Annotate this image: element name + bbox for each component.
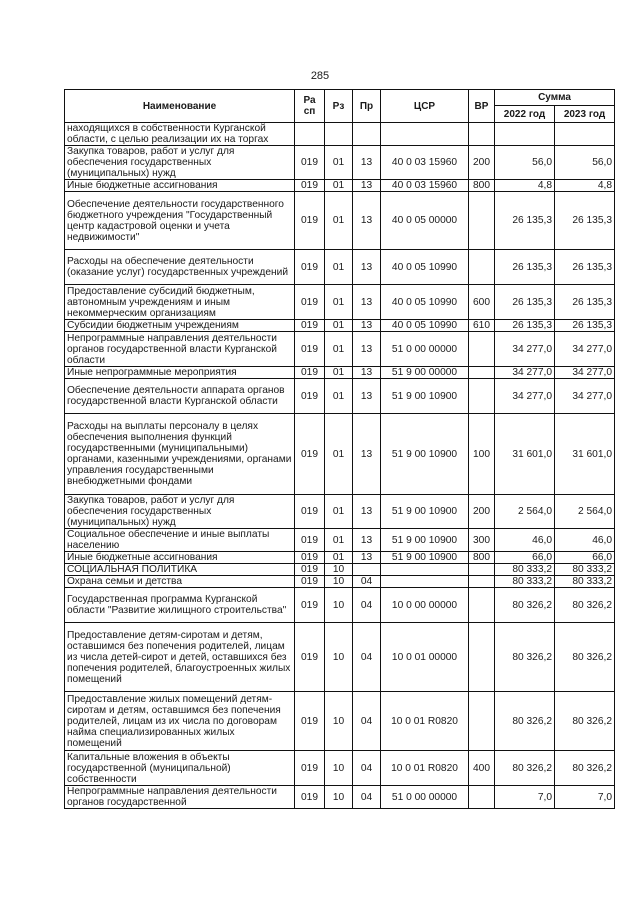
cell-rasp: 019 <box>295 192 325 250</box>
cell-pr: 13 <box>353 379 381 414</box>
cell-rz: 10 <box>325 588 353 623</box>
cell-y2023: 34 277,0 <box>555 379 615 414</box>
cell-vr <box>469 588 495 623</box>
cell-y2023: 56,0 <box>555 146 615 180</box>
cell-rz <box>325 123 353 146</box>
cell-vr: 300 <box>469 529 495 552</box>
cell-pr: 04 <box>353 751 381 786</box>
cell-vr: 800 <box>469 552 495 564</box>
cell-pr: 04 <box>353 786 381 809</box>
cell-pr: 13 <box>353 529 381 552</box>
cell-rasp: 019 <box>295 250 325 285</box>
cell-pr: 13 <box>353 320 381 332</box>
cell-y2023: 80 333,2 <box>555 564 615 576</box>
header-sum: Сумма <box>495 90 615 106</box>
cell-pr: 04 <box>353 692 381 751</box>
cell-pr: 13 <box>353 192 381 250</box>
cell-rz: 10 <box>325 751 353 786</box>
cell-csr: 40 0 03 15960 <box>381 180 469 192</box>
header-rz: Рз <box>325 90 353 123</box>
cell-vr: 600 <box>469 285 495 320</box>
table-row <box>65 379 615 414</box>
cell-csr: 51 9 00 10900 <box>381 414 469 495</box>
cell-y2023: 46,0 <box>555 529 615 552</box>
table-row <box>65 285 615 320</box>
cell-y2022: 80 326,2 <box>495 623 555 692</box>
cell-y2022: 34 277,0 <box>495 379 555 414</box>
cell-y2022: 7,0 <box>495 786 555 809</box>
table-row <box>65 751 615 786</box>
header-rasp: Ра сп <box>295 90 325 123</box>
cell-vr <box>469 564 495 576</box>
cell-vr <box>469 786 495 809</box>
header-pr: Пр <box>353 90 381 123</box>
cell-rasp: 019 <box>295 786 325 809</box>
cell-rasp: 019 <box>295 529 325 552</box>
table-row <box>65 576 615 588</box>
cell-csr: 10 0 01 00000 <box>381 623 469 692</box>
cell-rz: 01 <box>325 495 353 529</box>
cell-vr: 100 <box>469 414 495 495</box>
cell-csr: 51 0 00 00000 <box>381 786 469 809</box>
cell-csr <box>381 576 469 588</box>
cell-pr: 13 <box>353 146 381 180</box>
cell-rasp <box>295 123 325 146</box>
cell-y2022: 26 135,3 <box>495 250 555 285</box>
table-row <box>65 564 615 576</box>
table-row <box>65 692 615 751</box>
cell-vr <box>469 576 495 588</box>
cell-name: Государственная программа Курганской области "Развитие жилищного строительства" <box>65 588 295 623</box>
table-row <box>65 320 615 332</box>
cell-rz: 01 <box>325 146 353 180</box>
cell-rasp: 019 <box>295 495 325 529</box>
cell-y2023: 80 333,2 <box>555 576 615 588</box>
cell-pr: 13 <box>353 552 381 564</box>
cell-csr: 40 0 05 00000 <box>381 192 469 250</box>
cell-pr: 13 <box>353 180 381 192</box>
cell-csr: 10 0 01 R0820 <box>381 751 469 786</box>
cell-rz: 01 <box>325 552 353 564</box>
cell-vr <box>469 692 495 751</box>
header-vr: ВР <box>469 90 495 123</box>
cell-y2023: 26 135,3 <box>555 320 615 332</box>
cell-name: Расходы на обеспечение деятельности (оказание услуг) государственных учреждений <box>65 250 295 285</box>
table-row <box>65 529 615 552</box>
cell-name: Предоставление жилых помещений детям-сиротам и детям, оставшимся без попечения родителей, лицам из их числа по договорам найма специализированных жилых помещений <box>65 692 295 751</box>
cell-rasp: 019 <box>295 414 325 495</box>
cell-rz: 01 <box>325 379 353 414</box>
cell-rasp: 019 <box>295 180 325 192</box>
cell-csr <box>381 564 469 576</box>
cell-rasp: 019 <box>295 367 325 379</box>
cell-name: Закупка товаров, работ и услуг для обеспечения государственных (муниципальных) нужд <box>65 495 295 529</box>
cell-name: Капитальные вложения в объекты государственной (муниципальной) собственности <box>65 751 295 786</box>
cell-y2023: 7,0 <box>555 786 615 809</box>
cell-rz: 10 <box>325 692 353 751</box>
cell-name: находящихся в собственности Курганской области, с целью реализации их на торгах <box>65 123 295 146</box>
cell-rasp: 019 <box>295 692 325 751</box>
cell-csr: 51 9 00 10900 <box>381 379 469 414</box>
cell-y2022: 80 333,2 <box>495 576 555 588</box>
table-row <box>65 552 615 564</box>
cell-name: Обеспечение деятельности государственного бюджетного учреждения "Государственный центр кадастровой оценки и учета недвижимости" <box>65 192 295 250</box>
cell-y2022: 34 277,0 <box>495 367 555 379</box>
cell-name: Закупка товаров, работ и услуг для обеспечения государственных (муниципальных) нужд <box>65 146 295 180</box>
cell-rasp: 019 <box>295 285 325 320</box>
table-row <box>65 192 615 250</box>
cell-y2023: 80 326,2 <box>555 588 615 623</box>
cell-csr <box>381 123 469 146</box>
cell-y2023: 26 135,3 <box>555 250 615 285</box>
cell-csr: 51 9 00 00000 <box>381 367 469 379</box>
cell-csr: 51 9 00 10900 <box>381 552 469 564</box>
cell-csr: 10 0 00 00000 <box>381 588 469 623</box>
cell-y2022: 31 601,0 <box>495 414 555 495</box>
cell-rasp: 019 <box>295 320 325 332</box>
cell-pr: 04 <box>353 588 381 623</box>
cell-pr: 04 <box>353 623 381 692</box>
table-row <box>65 332 615 367</box>
cell-pr: 13 <box>353 367 381 379</box>
cell-vr <box>469 332 495 367</box>
budget-table <box>64 89 615 809</box>
table-row <box>65 367 615 379</box>
cell-pr <box>353 564 381 576</box>
cell-rasp: 019 <box>295 332 325 367</box>
cell-rz: 01 <box>325 367 353 379</box>
cell-rz: 01 <box>325 332 353 367</box>
cell-name: Расходы на выплаты персоналу в целях обеспечения выполнения функций государственными (муниципальными) органами, казенными учреждениями, органами управления государственными внебюджетными фондами <box>65 414 295 495</box>
cell-rasp: 019 <box>295 751 325 786</box>
table-body <box>65 123 615 809</box>
cell-rasp: 019 <box>295 564 325 576</box>
cell-vr <box>469 623 495 692</box>
cell-rz: 01 <box>325 250 353 285</box>
cell-vr: 610 <box>469 320 495 332</box>
cell-y2022: 66,0 <box>495 552 555 564</box>
cell-pr: 13 <box>353 495 381 529</box>
cell-y2023: 26 135,3 <box>555 285 615 320</box>
cell-y2023: 66,0 <box>555 552 615 564</box>
cell-y2022: 2 564,0 <box>495 495 555 529</box>
header-year-2023: 2023 год <box>555 106 615 123</box>
cell-name: Иные бюджетные ассигнования <box>65 180 295 192</box>
table-row <box>65 588 615 623</box>
cell-csr: 51 0 00 00000 <box>381 332 469 367</box>
cell-y2022: 56,0 <box>495 146 555 180</box>
cell-y2022: 26 135,3 <box>495 285 555 320</box>
cell-y2022: 80 326,2 <box>495 692 555 751</box>
cell-pr: 13 <box>353 332 381 367</box>
header-year-2022: 2022 год <box>495 106 555 123</box>
cell-name: Иные непрограммные мероприятия <box>65 367 295 379</box>
cell-rz: 01 <box>325 529 353 552</box>
cell-y2023 <box>555 123 615 146</box>
cell-name: Иные бюджетные ассигнования <box>65 552 295 564</box>
header-csr: ЦСР <box>381 90 469 123</box>
table-row <box>65 180 615 192</box>
cell-csr: 51 9 00 10900 <box>381 495 469 529</box>
cell-rz: 01 <box>325 192 353 250</box>
cell-vr: 400 <box>469 751 495 786</box>
cell-csr: 51 9 00 10900 <box>381 529 469 552</box>
cell-rasp: 019 <box>295 588 325 623</box>
cell-y2023: 80 326,2 <box>555 751 615 786</box>
cell-y2022 <box>495 123 555 146</box>
table-row <box>65 623 615 692</box>
cell-rasp: 019 <box>295 552 325 564</box>
header-name: Наименование <box>65 90 295 123</box>
cell-rz: 01 <box>325 285 353 320</box>
table-row <box>65 495 615 529</box>
cell-name: СОЦИАЛЬНАЯ ПОЛИТИКА <box>65 564 295 576</box>
cell-y2023: 26 135,3 <box>555 192 615 250</box>
cell-name: Непрограммные направления деятельности органов государственной <box>65 786 295 809</box>
table-row <box>65 250 615 285</box>
cell-pr: 04 <box>353 576 381 588</box>
cell-rz: 01 <box>325 414 353 495</box>
cell-y2022: 46,0 <box>495 529 555 552</box>
cell-rasp: 019 <box>295 576 325 588</box>
page-number: 285 <box>310 70 330 82</box>
cell-rasp: 019 <box>295 623 325 692</box>
cell-name: Социальное обеспечение и иные выплаты населению <box>65 529 295 552</box>
cell-y2022: 26 135,3 <box>495 192 555 250</box>
cell-y2023: 80 326,2 <box>555 623 615 692</box>
cell-vr <box>469 250 495 285</box>
cell-csr: 40 0 03 15960 <box>381 146 469 180</box>
cell-name: Обеспечение деятельности аппарата органов государственной власти Курганской области <box>65 379 295 414</box>
cell-y2023: 34 277,0 <box>555 367 615 379</box>
cell-pr: 13 <box>353 250 381 285</box>
cell-y2022: 4,8 <box>495 180 555 192</box>
cell-rz: 10 <box>325 786 353 809</box>
cell-y2022: 34 277,0 <box>495 332 555 367</box>
cell-csr: 10 0 01 R0820 <box>381 692 469 751</box>
cell-y2023: 31 601,0 <box>555 414 615 495</box>
cell-vr <box>469 367 495 379</box>
table-row <box>65 123 615 146</box>
cell-csr: 40 0 05 10990 <box>381 285 469 320</box>
cell-name: Субсидии бюджетным учреждениям <box>65 320 295 332</box>
cell-y2022: 80 333,2 <box>495 564 555 576</box>
table-row <box>65 786 615 809</box>
cell-csr: 40 0 05 10990 <box>381 250 469 285</box>
cell-pr: 13 <box>353 285 381 320</box>
cell-rz: 01 <box>325 320 353 332</box>
cell-name: Предоставление детям-сиротам и детям, оставшимся без попечения родителей, лицам из числа детей-сирот и детей, оставшихся без попечения родителей, благоустроенных жилых помещений <box>65 623 295 692</box>
cell-vr <box>469 123 495 146</box>
cell-name: Непрограммные направления деятельности органов государственной власти Курганской области <box>65 332 295 367</box>
cell-rz: 10 <box>325 623 353 692</box>
cell-name: Предоставление субсидий бюджетным, автономным учреждениям и иным некоммерческим организациям <box>65 285 295 320</box>
cell-vr <box>469 379 495 414</box>
cell-y2023: 4,8 <box>555 180 615 192</box>
cell-y2022: 80 326,2 <box>495 751 555 786</box>
table-header <box>65 90 615 123</box>
cell-rasp: 019 <box>295 146 325 180</box>
cell-rz: 10 <box>325 576 353 588</box>
cell-vr <box>469 192 495 250</box>
table-row <box>65 146 615 180</box>
table-row <box>65 414 615 495</box>
cell-pr: 13 <box>353 414 381 495</box>
cell-vr: 800 <box>469 180 495 192</box>
cell-y2023: 2 564,0 <box>555 495 615 529</box>
cell-pr <box>353 123 381 146</box>
cell-y2023: 34 277,0 <box>555 332 615 367</box>
cell-vr: 200 <box>469 146 495 180</box>
cell-rz: 01 <box>325 180 353 192</box>
cell-y2023: 80 326,2 <box>555 692 615 751</box>
cell-rz: 10 <box>325 564 353 576</box>
cell-y2022: 80 326,2 <box>495 588 555 623</box>
cell-csr: 40 0 05 10990 <box>381 320 469 332</box>
cell-vr: 200 <box>469 495 495 529</box>
cell-name: Охрана семьи и детства <box>65 576 295 588</box>
cell-y2022: 26 135,3 <box>495 320 555 332</box>
cell-rasp: 019 <box>295 379 325 414</box>
